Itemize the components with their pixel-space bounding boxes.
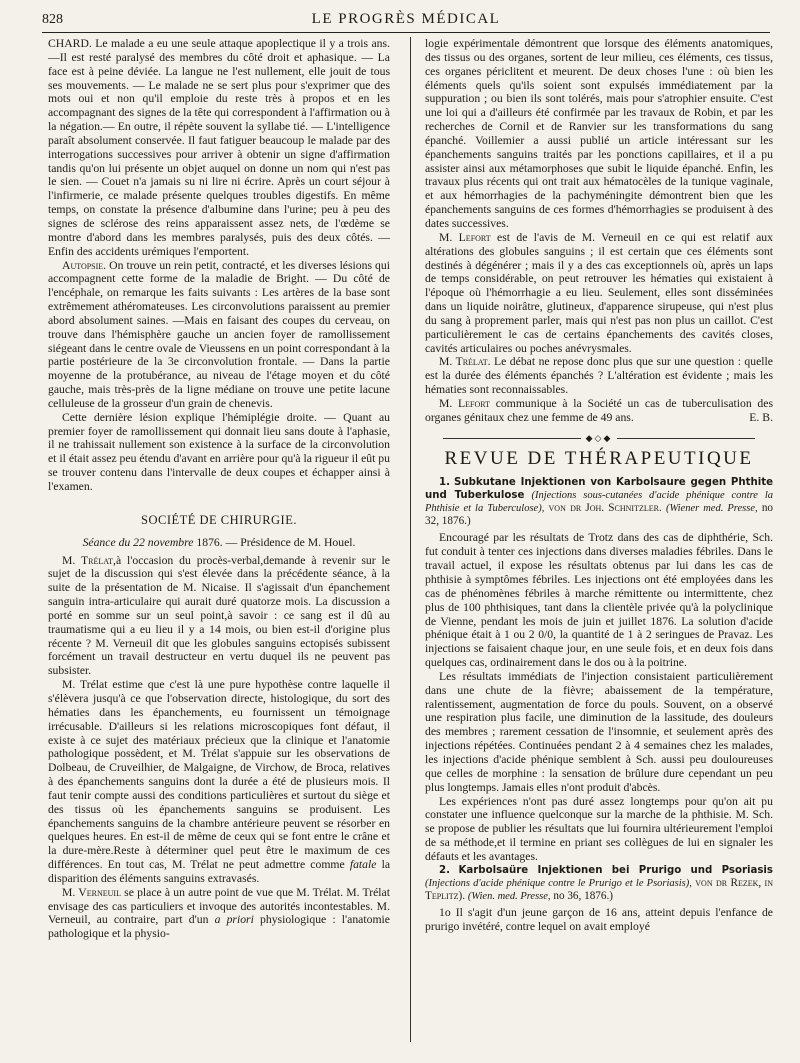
paragraph: CHARD. Le malade a eu une seule attaque apoplectique il y a trois ans.—Il est resté paralysé des membres du côté droit et aphasique. — La face est à peine déviée. La langue ne l'est nullement, elle jouit de tous ses mouvements. — Le malade ne se sert plus pour s'exprimer que des mots oui et non qu'il emploie du reste très à propos et en les accompagnant des signes de la tête qui correspondent à l'affirmation ou à la négation.— En outre, il répète souvent la syllabe tié. — L'intelligence paraît absolument conservée. Il faut fatiguer beaucoup le malade par des interrogations successives pour arriver à obtenir un signe d'affirmation tandis qu'on lui présente un objet auquel on donne un nom qui n'est pas le sien. — Couet n'a jamais su ni lire ni écrire. Après un court séjour à l'infirmerie, ce malade présente quelques troubles digestifs. En même temps, on constate la présence d'albumine dans l'urine; peu à peu des signes de sclérose des reins apparaissent assez nets, de l'œdème se montre d'abord dans les membres paralysés, puis des deux côtés. — Enfin des accidents urémiques l'emportent. xyxy=(48,37,390,258)
review-item-heading xyxy=(425,476,773,528)
paragraph xyxy=(48,886,390,941)
item-translation: (Injections sous-cutanées d'acide phénique contre la Phthisie et la Tuberculose), xyxy=(425,490,773,515)
item-author: von dr Rezek, in Teplitz). xyxy=(425,876,773,902)
paragraph: Les expériences n'ont pas duré assez longtemps pour qu'on ait pu constater une influence quelconque sur la marche de la phthisie. M. Sch. se propose de publier les résultats que lui fournira ultérieurement l'emploi de sa méthode,et il termine en priant ses collègues de lui en signaler les défauts et les avantages. xyxy=(425,794,773,863)
item-title: Subkutane Injektionen von Karbolsaure gegen Phthite und Tuberkulose xyxy=(425,477,773,502)
item-number: 2. xyxy=(439,864,450,876)
paragraph-text: communique à la Société un cas de tuberculisation des organes génitaux chez une femme de 49 ans. xyxy=(425,396,773,424)
italic-word: fatale xyxy=(349,858,377,872)
review-item-heading xyxy=(425,864,773,903)
section-ornament: ◆◇◆ xyxy=(425,432,773,446)
item-translation: (Injections d'acide phénique contre le Prurigo et le Psoriasis), xyxy=(425,877,692,889)
paragraph-text: à l'occasion du procès-verbal,demande à revenir sur le sujet de la discussion qui s'est élevée dans la précédente séance, à la suite de la présentation de M. Nicaise. Il s'agissait d'un épanchement sanguin intra-articulaire qui aurait duré quatorze mois. La discussion a porté en somme sur un seul point,à savoir : ce sang est il dû au traumatisme qui a eu lieu il y a 14 mois, ou bien est-il d'origine plus récente ? M. Verneuil dit que les globules sanguins ectopisés subissent forcément un travail destructeur en vertu duquel ils ne peuvent pas subsister. xyxy=(48,553,390,678)
paragraph xyxy=(48,678,390,886)
autopsie-label: Autopsie. xyxy=(62,258,107,272)
italic-word: a priori xyxy=(214,913,254,927)
item-source: (Wiener med. Presse, xyxy=(665,503,758,515)
paragraph: Les résultats immédiats de l'injection consistaient particulièrement dans une chute de la fièvre; abaissement de la température, ralentissement, augmentation de force du pouls. Souvent, on a observé une respiration plus facile, une diminution de la lassitude, des douleurs des membres ; rarement cessation de l'insomnie, et seulement après des injections répétées. Continuées pendant 2 à 4 semaines chez les malades, les injections d'acide phénique semblent à Sch. aussi peu douloureuses que celles de morphine : la sensation de brûlure dure cependant un peu plus longtemps. Jamais elles n'ont produit d'abcès. xyxy=(425,669,773,794)
column-divider xyxy=(410,37,411,1042)
item-title: Karbolsaüre Injektionen bei Prurigo und Psoriasis xyxy=(458,864,773,876)
paragraph-text: M. Trélat estime que c'est là une pure hypothèse contre laquelle il s'élèvera jusqu'à ce que l'observation directe, histologique, du sort des hématies dans les épanchements, eu fournissent un témoignage irrécusable. D'ailleurs si les relations microscopiques font défaut, il existe à ce sujet des matériaux précieux que la clinique et l'anatomie pathologique possèdent, et M. Trélat s'appuie sur les observations de Dolbeau, de Cruveilhier, de Malgaigne, de Virchow, de Broca, relatives à des épanchements sanguins dont la durée a été de plusieurs mois. Il faut tenir compte aussi des conditions particulières et surtout du siège et des tissus où les épanchements sanguins se produisent. Les épanchements sanguins de la chambre antérieure peuvent se résorber en quelques heures. En est-il de même de ceux qui se font entre le crâne et la dure-mère.Reste à déterminer quel peut être le maximum de ces différences. En tout cas, M. Trélat ne peut admettre comme xyxy=(48,678,390,872)
paragraph xyxy=(425,355,773,397)
paragraph-text: physiologique : l'anatomie pathologique et la physio- xyxy=(48,913,390,941)
speaker-name: M. Verneuil xyxy=(62,885,121,899)
paragraph: Cette dernière lésion explique l'hémiplégie droite. — Quant au premier foyer de ramollissement qui donnait lieu sans doute à l'aphasie, il ne trahissait nullement son existence à la surface de la circonvolution et il était assez peu étendu d'avant en arrière pour qu'à la rigueur il eût pu se trouver contenu dans l'intervalle de deux coupes et échapper ainsi à l'examen. xyxy=(48,410,390,493)
paragraph-text: la disparition des éléments sanguins extravasés. xyxy=(48,858,390,885)
paragraph xyxy=(48,554,390,679)
paragraph xyxy=(48,259,390,411)
item-source: (Wien. med. Presse, xyxy=(467,890,551,902)
seance-date: Séance du 22 novembre xyxy=(82,535,194,549)
signature-initials: E. B. xyxy=(749,410,773,424)
seance-presidence: 1876. — Présidence de M. Houel. xyxy=(193,535,356,549)
seance-line xyxy=(48,536,390,550)
paragraph-text: On trouve un rein petit, contracté, et les diverses lésions qui accompagnent cette forme de la maladie de Bright. — Du côté de l'encéphale, on remarque les faits suivants : Les artères de la base sont extrêmement athéromateuses. Les circonvolutions paraissent au premier abord absolument saines. —Mais en faisant des coupes du cerveau, on trouve dans l'hémisphère gauche un ancien foyer de ramollissement siégeant dans le centre ovale de Vieussens en un point correspondant à la partie postérieure de la 3e circonvolution frontale. — Dans la partie moyenne de la protubérance, au niveau de l'étage moyen et du côté gauche, mais très-près de la ligne médiane on trouve une petite lacune celluleuse de la grosseur d'un grain de chenevis. xyxy=(48,258,390,410)
page-number: 828 xyxy=(42,12,63,27)
item-number: 1. xyxy=(439,477,450,489)
item-citation: no 36, 1876.) xyxy=(550,889,614,902)
speaker-name: M. Trélat, xyxy=(62,553,116,567)
paragraph-text: est de l'avis de M. Verneuil en ce qui est relatif aux altérations des globules sanguins ; il est certain que ces éléments sont destinés à dégénérer ; mais il y a des cas exceptionnels où, après un laps de temps considérable, on peut retrouver les hématies qui existaient à l'époque où l'hémorrhagie a eu lieu. Seulement, elles sont disséminées dans un liquide noirâtre, glutineux, d'apparence sirupeuse, qui n'est plus du sang à proprement parler, mais qui n'est pas non plus un caillot. C'est particulièrement le cas de certains épanchements des cavités closes, cavités articulaires ou poches anévrysmales. xyxy=(425,230,773,355)
speaker-name: M. Trélat. xyxy=(439,355,491,369)
paragraph xyxy=(425,397,773,425)
right-column xyxy=(425,37,773,1057)
paragraph: 1o Il s'agit d'un jeune garçon de 16 ans, atteint depuis l'enfance de prurigo invétéré, contre lequel on avait employé xyxy=(425,905,773,933)
paragraph: Encouragé par les résultats de Trotz dans des cas de diphthérie, Sch. fut conduit à tenter ces injections dans diverses maladies fébriles. Dans le travail actuel, il expose les résultats obtenus par lui dans les cas de phthisie à symptômes fébriles. Les injections ont été employées dans les cas de phénomènes fébriles à marche rémittente ou intermittente, chez plus de 100 phthisiques, tant dans la clientèle privée qu'à la polyclinique de Vienne, pendant les mois de juin et juillet 1876. La solution d'acide phénique était à 1 ou 2 0/0, la quantité de 1 à 2 seringues de Pravaz. Les injections se faisaient chaque jour, en une seule fois, et en deux fois dans quelques cas, ordinairement dans le dos ou à la poitrine. xyxy=(425,531,773,670)
page-header xyxy=(42,10,770,33)
section-title: SOCIÉTÉ DE CHIRURGIE. xyxy=(141,512,297,527)
item-citation: no 32, 1876.) xyxy=(425,502,773,528)
journal-title: LE PROGRÈS MÉDICAL xyxy=(311,11,501,27)
revue-title: REVUE DE THÉRAPEUTIQUE xyxy=(444,448,754,470)
left-column xyxy=(48,37,390,1057)
speaker-name: M. Lefort xyxy=(439,396,491,410)
paragraph-text: se place à un autre point de vue que M. Trélat. M. Trélat envisage des cas particuliers et invoque des autorités incontestables. M. Verneuil, au contraire, part d'un xyxy=(48,885,390,927)
speaker-name: M. Lefort xyxy=(439,230,491,244)
paragraph-text: Le débat ne repose donc plus que sur une question : quelle est la durée des éléments épanchés ? L'altération est évidente ; mais les hématies sont reconnaissables. xyxy=(425,355,773,397)
item-author: von dr Joh. Schnitzler. xyxy=(544,502,666,515)
paragraph xyxy=(425,231,773,356)
paragraph: logie expérimentale démontrent que lorsque des éléments anatomiques, des tissus ou des organes, sortent de leur milieu, ces éléments, ces tissus, ces organes périclitent et meurent. De deux choses l'une : où bien les éléments quels qu'ils soient sont expulsés immédiatement par la suppuration ; ou bien ils sont tolérés, mais pour s'atrophier ensuite. C'est une loi qui a d'ailleurs été confirmée par les travaux de Robin, et par les recherches de Cornil et de Ranvier sur les transformations du sang épanché. Voillemier a aussi publié un article intéressant sur les épanchements sanguins traités par les ponctions capillaires, et il a pu assister ainsi aux métamorphoses que subit le liquide épanché. Enfin, les travaux plus récents qui ont trait aux hématocèles de la tunique vaginale, et aux hémorrhagies de la pachyméningite démontrent bien que les épanchements sanguins de ces formes d'hémorrhagies se produisent à des dates successives. xyxy=(425,37,773,230)
